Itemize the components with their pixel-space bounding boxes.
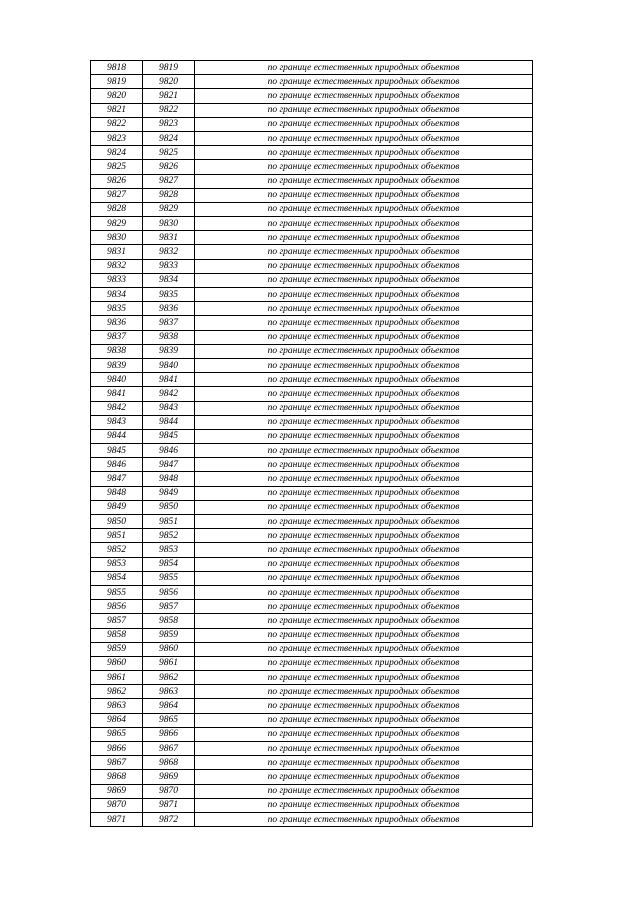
point-to-cell: 9837: [143, 316, 195, 330]
table-row: [91, 685, 533, 699]
point-from-cell: 9823: [91, 131, 143, 145]
point-from-cell: 9835: [91, 302, 143, 316]
table-row: [91, 543, 533, 557]
description-cell: по границе естественных природных объектов: [195, 472, 533, 486]
point-to-cell: 9839: [143, 344, 195, 358]
point-to-cell: 9848: [143, 472, 195, 486]
description-cell: по границе естественных природных объектов: [195, 486, 533, 500]
point-to-cell: 9850: [143, 500, 195, 514]
description-cell: по границе естественных природных объектов: [195, 330, 533, 344]
point-from-cell: 9837: [91, 330, 143, 344]
point-to-cell: 9861: [143, 656, 195, 670]
table-row: [91, 160, 533, 174]
table-row: [91, 656, 533, 670]
point-to-cell: 9851: [143, 515, 195, 529]
table-row: [91, 245, 533, 259]
table-row: [91, 387, 533, 401]
point-from-cell: 9834: [91, 288, 143, 302]
table-row: [91, 444, 533, 458]
point-from-cell: 9818: [91, 61, 143, 75]
description-cell: по границе естественных природных объектов: [195, 798, 533, 812]
point-from-cell: 9825: [91, 160, 143, 174]
point-from-cell: 9863: [91, 699, 143, 713]
description-cell: по границе естественных природных объектов: [195, 500, 533, 514]
description-cell: по границе естественных природных объектов: [195, 61, 533, 75]
point-to-cell: 9838: [143, 330, 195, 344]
table-row: [91, 202, 533, 216]
table-row: [91, 798, 533, 812]
point-to-cell: 9841: [143, 373, 195, 387]
table-row: [91, 486, 533, 500]
description-cell: по границе естественных природных объектов: [195, 515, 533, 529]
description-cell: по границе естественных природных объектов: [195, 302, 533, 316]
point-to-cell: 9853: [143, 543, 195, 557]
point-to-cell: 9854: [143, 557, 195, 571]
point-from-cell: 9824: [91, 146, 143, 160]
description-cell: по границе естественных природных объектов: [195, 146, 533, 160]
point-to-cell: 9824: [143, 131, 195, 145]
point-to-cell: 9834: [143, 273, 195, 287]
point-from-cell: 9828: [91, 202, 143, 216]
table-body: [91, 61, 533, 827]
point-to-cell: 9819: [143, 61, 195, 75]
description-cell: по границе естественных природных объектов: [195, 685, 533, 699]
table-row: [91, 273, 533, 287]
point-to-cell: 9829: [143, 202, 195, 216]
description-cell: по границе естественных природных объектов: [195, 288, 533, 302]
table-row: [91, 784, 533, 798]
point-from-cell: 9853: [91, 557, 143, 571]
point-from-cell: 9862: [91, 685, 143, 699]
point-from-cell: 9869: [91, 784, 143, 798]
description-cell: по границе естественных природных объектов: [195, 671, 533, 685]
description-cell: по границе естественных природных объектов: [195, 614, 533, 628]
point-from-cell: 9838: [91, 344, 143, 358]
description-cell: по границе естественных природных объектов: [195, 160, 533, 174]
point-from-cell: 9840: [91, 373, 143, 387]
point-to-cell: 9868: [143, 756, 195, 770]
point-from-cell: 9827: [91, 188, 143, 202]
table-row: [91, 429, 533, 443]
table-row: [91, 571, 533, 585]
description-cell: по границе естественных природных объектов: [195, 174, 533, 188]
description-cell: по границе естественных природных объектов: [195, 373, 533, 387]
point-to-cell: 9844: [143, 415, 195, 429]
point-from-cell: 9858: [91, 628, 143, 642]
point-to-cell: 9870: [143, 784, 195, 798]
point-from-cell: 9848: [91, 486, 143, 500]
point-to-cell: 9863: [143, 685, 195, 699]
table-row: [91, 557, 533, 571]
point-from-cell: 9845: [91, 444, 143, 458]
point-to-cell: 9862: [143, 671, 195, 685]
description-cell: по границе естественных природных объектов: [195, 89, 533, 103]
point-from-cell: 9861: [91, 671, 143, 685]
point-to-cell: 9833: [143, 259, 195, 273]
point-to-cell: 9865: [143, 713, 195, 727]
description-cell: по границе естественных природных объектов: [195, 557, 533, 571]
point-to-cell: 9856: [143, 585, 195, 599]
point-to-cell: 9860: [143, 642, 195, 656]
description-cell: по границе естественных природных объектов: [195, 429, 533, 443]
point-from-cell: 9851: [91, 529, 143, 543]
description-cell: по границе естественных природных объектов: [195, 358, 533, 372]
description-cell: по границе естественных природных объектов: [195, 117, 533, 131]
table-row: [91, 217, 533, 231]
table-row: [91, 174, 533, 188]
description-cell: по границе естественных природных объектов: [195, 770, 533, 784]
point-to-cell: 9828: [143, 188, 195, 202]
table-row: [91, 131, 533, 145]
point-from-cell: 9839: [91, 358, 143, 372]
point-to-cell: 9869: [143, 770, 195, 784]
table-row: [91, 458, 533, 472]
description-cell: по границе естественных природных объектов: [195, 316, 533, 330]
description-cell: по границе естественных природных объектов: [195, 75, 533, 89]
description-cell: по границе естественных природных объектов: [195, 571, 533, 585]
point-to-cell: 9820: [143, 75, 195, 89]
table-row: [91, 288, 533, 302]
point-to-cell: 9840: [143, 358, 195, 372]
point-from-cell: 9864: [91, 713, 143, 727]
table-row: [91, 358, 533, 372]
point-from-cell: 9850: [91, 515, 143, 529]
description-cell: по границе естественных природных объектов: [195, 543, 533, 557]
table-row: [91, 117, 533, 131]
point-from-cell: 9847: [91, 472, 143, 486]
table-row: [91, 344, 533, 358]
description-cell: по границе естественных природных объектов: [195, 529, 533, 543]
description-cell: по границе естественных природных объектов: [195, 415, 533, 429]
point-from-cell: 9854: [91, 571, 143, 585]
point-from-cell: 9833: [91, 273, 143, 287]
table-row: [91, 75, 533, 89]
point-to-cell: 9827: [143, 174, 195, 188]
point-from-cell: 9821: [91, 103, 143, 117]
table-row: [91, 302, 533, 316]
table-row: [91, 600, 533, 614]
description-cell: по границе естественных природных объектов: [195, 784, 533, 798]
point-from-cell: 9855: [91, 585, 143, 599]
description-cell: по границе естественных природных объектов: [195, 600, 533, 614]
point-to-cell: 9835: [143, 288, 195, 302]
point-to-cell: 9847: [143, 458, 195, 472]
point-from-cell: 9819: [91, 75, 143, 89]
table-row: [91, 103, 533, 117]
description-cell: по границе естественных природных объектов: [195, 628, 533, 642]
point-to-cell: 9849: [143, 486, 195, 500]
table-row: [91, 628, 533, 642]
table-row: [91, 614, 533, 628]
point-to-cell: 9871: [143, 798, 195, 812]
table-row: [91, 373, 533, 387]
table-row: [91, 316, 533, 330]
point-to-cell: 9866: [143, 727, 195, 741]
point-to-cell: 9825: [143, 146, 195, 160]
description-cell: по границе естественных природных объектов: [195, 387, 533, 401]
point-to-cell: 9842: [143, 387, 195, 401]
point-to-cell: 9872: [143, 812, 195, 826]
boundary-segments-table: [90, 60, 533, 827]
table-row: [91, 812, 533, 826]
table-row: [91, 188, 533, 202]
table-row: [91, 529, 533, 543]
description-cell: по границе естественных природных объектов: [195, 344, 533, 358]
description-cell: по границе естественных природных объектов: [195, 231, 533, 245]
point-to-cell: 9858: [143, 614, 195, 628]
point-to-cell: 9831: [143, 231, 195, 245]
description-cell: по границе естественных природных объектов: [195, 585, 533, 599]
point-to-cell: 9859: [143, 628, 195, 642]
point-from-cell: 9844: [91, 429, 143, 443]
point-to-cell: 9836: [143, 302, 195, 316]
description-cell: по границе естественных природных объектов: [195, 217, 533, 231]
description-cell: по границе естественных природных объектов: [195, 756, 533, 770]
table-row: [91, 713, 533, 727]
description-cell: по границе естественных природных объектов: [195, 642, 533, 656]
point-to-cell: 9832: [143, 245, 195, 259]
table-row: [91, 699, 533, 713]
table-row: [91, 259, 533, 273]
point-from-cell: 9830: [91, 231, 143, 245]
table-row: [91, 770, 533, 784]
table-row: [91, 727, 533, 741]
table-row: [91, 742, 533, 756]
description-cell: по границе естественных природных объектов: [195, 699, 533, 713]
point-from-cell: 9870: [91, 798, 143, 812]
description-cell: по границе естественных природных объектов: [195, 188, 533, 202]
point-from-cell: 9831: [91, 245, 143, 259]
point-from-cell: 9868: [91, 770, 143, 784]
point-to-cell: 9821: [143, 89, 195, 103]
table-row: [91, 61, 533, 75]
point-from-cell: 9846: [91, 458, 143, 472]
description-cell: по границе естественных природных объектов: [195, 273, 533, 287]
point-from-cell: 9849: [91, 500, 143, 514]
table-row: [91, 515, 533, 529]
table-row: [91, 231, 533, 245]
description-cell: по границе естественных природных объектов: [195, 458, 533, 472]
table-row: [91, 146, 533, 160]
table-row: [91, 642, 533, 656]
point-to-cell: 9852: [143, 529, 195, 543]
description-cell: по границе естественных природных объектов: [195, 245, 533, 259]
point-from-cell: 9829: [91, 217, 143, 231]
point-to-cell: 9867: [143, 742, 195, 756]
point-to-cell: 9846: [143, 444, 195, 458]
point-to-cell: 9826: [143, 160, 195, 174]
table-row: [91, 401, 533, 415]
description-cell: по границе естественных природных объектов: [195, 727, 533, 741]
table-row: [91, 500, 533, 514]
table-row: [91, 330, 533, 344]
point-from-cell: 9867: [91, 756, 143, 770]
description-cell: по границе естественных природных объектов: [195, 742, 533, 756]
point-from-cell: 9871: [91, 812, 143, 826]
table-row: [91, 415, 533, 429]
point-from-cell: 9843: [91, 415, 143, 429]
point-from-cell: 9865: [91, 727, 143, 741]
table-row: [91, 585, 533, 599]
point-from-cell: 9826: [91, 174, 143, 188]
table-row: [91, 756, 533, 770]
point-from-cell: 9860: [91, 656, 143, 670]
description-cell: по границе естественных природных объектов: [195, 131, 533, 145]
point-to-cell: 9823: [143, 117, 195, 131]
point-from-cell: 9836: [91, 316, 143, 330]
description-cell: по границе естественных природных объектов: [195, 259, 533, 273]
point-from-cell: 9852: [91, 543, 143, 557]
table-row: [91, 89, 533, 103]
point-from-cell: 9866: [91, 742, 143, 756]
point-to-cell: 9857: [143, 600, 195, 614]
point-from-cell: 9859: [91, 642, 143, 656]
point-to-cell: 9822: [143, 103, 195, 117]
point-to-cell: 9864: [143, 699, 195, 713]
point-from-cell: 9842: [91, 401, 143, 415]
description-cell: по границе естественных природных объектов: [195, 202, 533, 216]
point-to-cell: 9845: [143, 429, 195, 443]
point-to-cell: 9830: [143, 217, 195, 231]
table-row: [91, 472, 533, 486]
description-cell: по границе естественных природных объектов: [195, 713, 533, 727]
point-to-cell: 9855: [143, 571, 195, 585]
description-cell: по границе естественных природных объектов: [195, 656, 533, 670]
table-row: [91, 671, 533, 685]
point-to-cell: 9843: [143, 401, 195, 415]
description-cell: по границе естественных природных объектов: [195, 103, 533, 117]
point-from-cell: 9832: [91, 259, 143, 273]
description-cell: по границе естественных природных объектов: [195, 812, 533, 826]
description-cell: по границе естественных природных объектов: [195, 444, 533, 458]
point-from-cell: 9841: [91, 387, 143, 401]
point-from-cell: 9856: [91, 600, 143, 614]
point-from-cell: 9820: [91, 89, 143, 103]
description-cell: по границе естественных природных объектов: [195, 401, 533, 415]
point-from-cell: 9857: [91, 614, 143, 628]
point-from-cell: 9822: [91, 117, 143, 131]
